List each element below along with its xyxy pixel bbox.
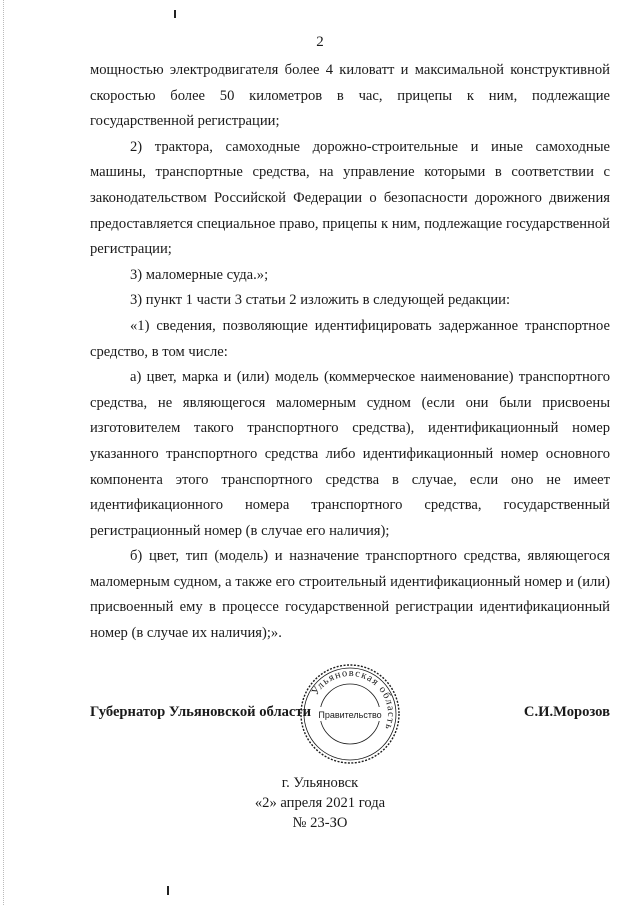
paragraph: а) цвет, марка и (или) модель (коммерческое наименование) транспортного средства, не являющегося маломерным судном (если они были присвоены изготовителем такого транспортного средства), идентификационный номер указанного транспортного средства либо идентификационный номер основного компонента этого транспортного средства в случае, если оно не имеет идентификационного номера транспортного средства, государственный регистрационный номер (в случае его наличия); xyxy=(90,369,610,539)
seal-ring-text: Ульяновская область xyxy=(309,667,397,732)
paragraph: «1) сведения, позволяющие идентифицировать задержанное транспортное средство, в том числе: xyxy=(90,317,610,360)
signatory-name: С.И.Морозов xyxy=(523,704,610,720)
body-text xyxy=(90,58,610,647)
official-seal xyxy=(298,662,402,766)
scan-edge xyxy=(3,0,4,905)
paragraph: б) цвет, тип (модель) и назначение транспортного средства, являющегося маломерным судном, а также его строительный идентификационный номер и (или) присвоенный ему в процессе государственной регистрации идентификационный номер (в случае их наличия);». xyxy=(90,548,610,642)
footer-city: г. Ульяновск xyxy=(281,775,359,791)
document-footer xyxy=(0,773,640,833)
page-number: 2 xyxy=(316,34,324,50)
paragraph: 3) маломерные суда.»; xyxy=(130,266,269,283)
paragraph: мощностью электродвигателя более 4 киловатт и максимальной конструктивной скоростью более 50 километров в час, прицепы к ним, подлежащие государственной регистрации; xyxy=(90,62,610,130)
scan-mark-top xyxy=(174,10,176,18)
paragraph: 3) пункт 1 части 3 статьи 2 изложить в следующей редакции: xyxy=(130,292,511,309)
seal-center-text: Правительство xyxy=(318,710,382,720)
scan-mark-bottom xyxy=(167,886,169,895)
footer-date: «2» апреля 2021 года xyxy=(254,795,386,811)
signatory-title: Губернатор Ульяновской области xyxy=(90,704,311,720)
paragraph: 2) трактора, самоходные дорожно-строительные и иные самоходные машины, транспортные средства, на управление которыми в соответствии с законодательством Российской Федерации о безопасности дорожного движения предоставляется специальное право, прицепы к ним, подлежащие государственной регистрации; xyxy=(90,138,610,258)
footer-number: № 23-ЗО xyxy=(292,815,348,831)
